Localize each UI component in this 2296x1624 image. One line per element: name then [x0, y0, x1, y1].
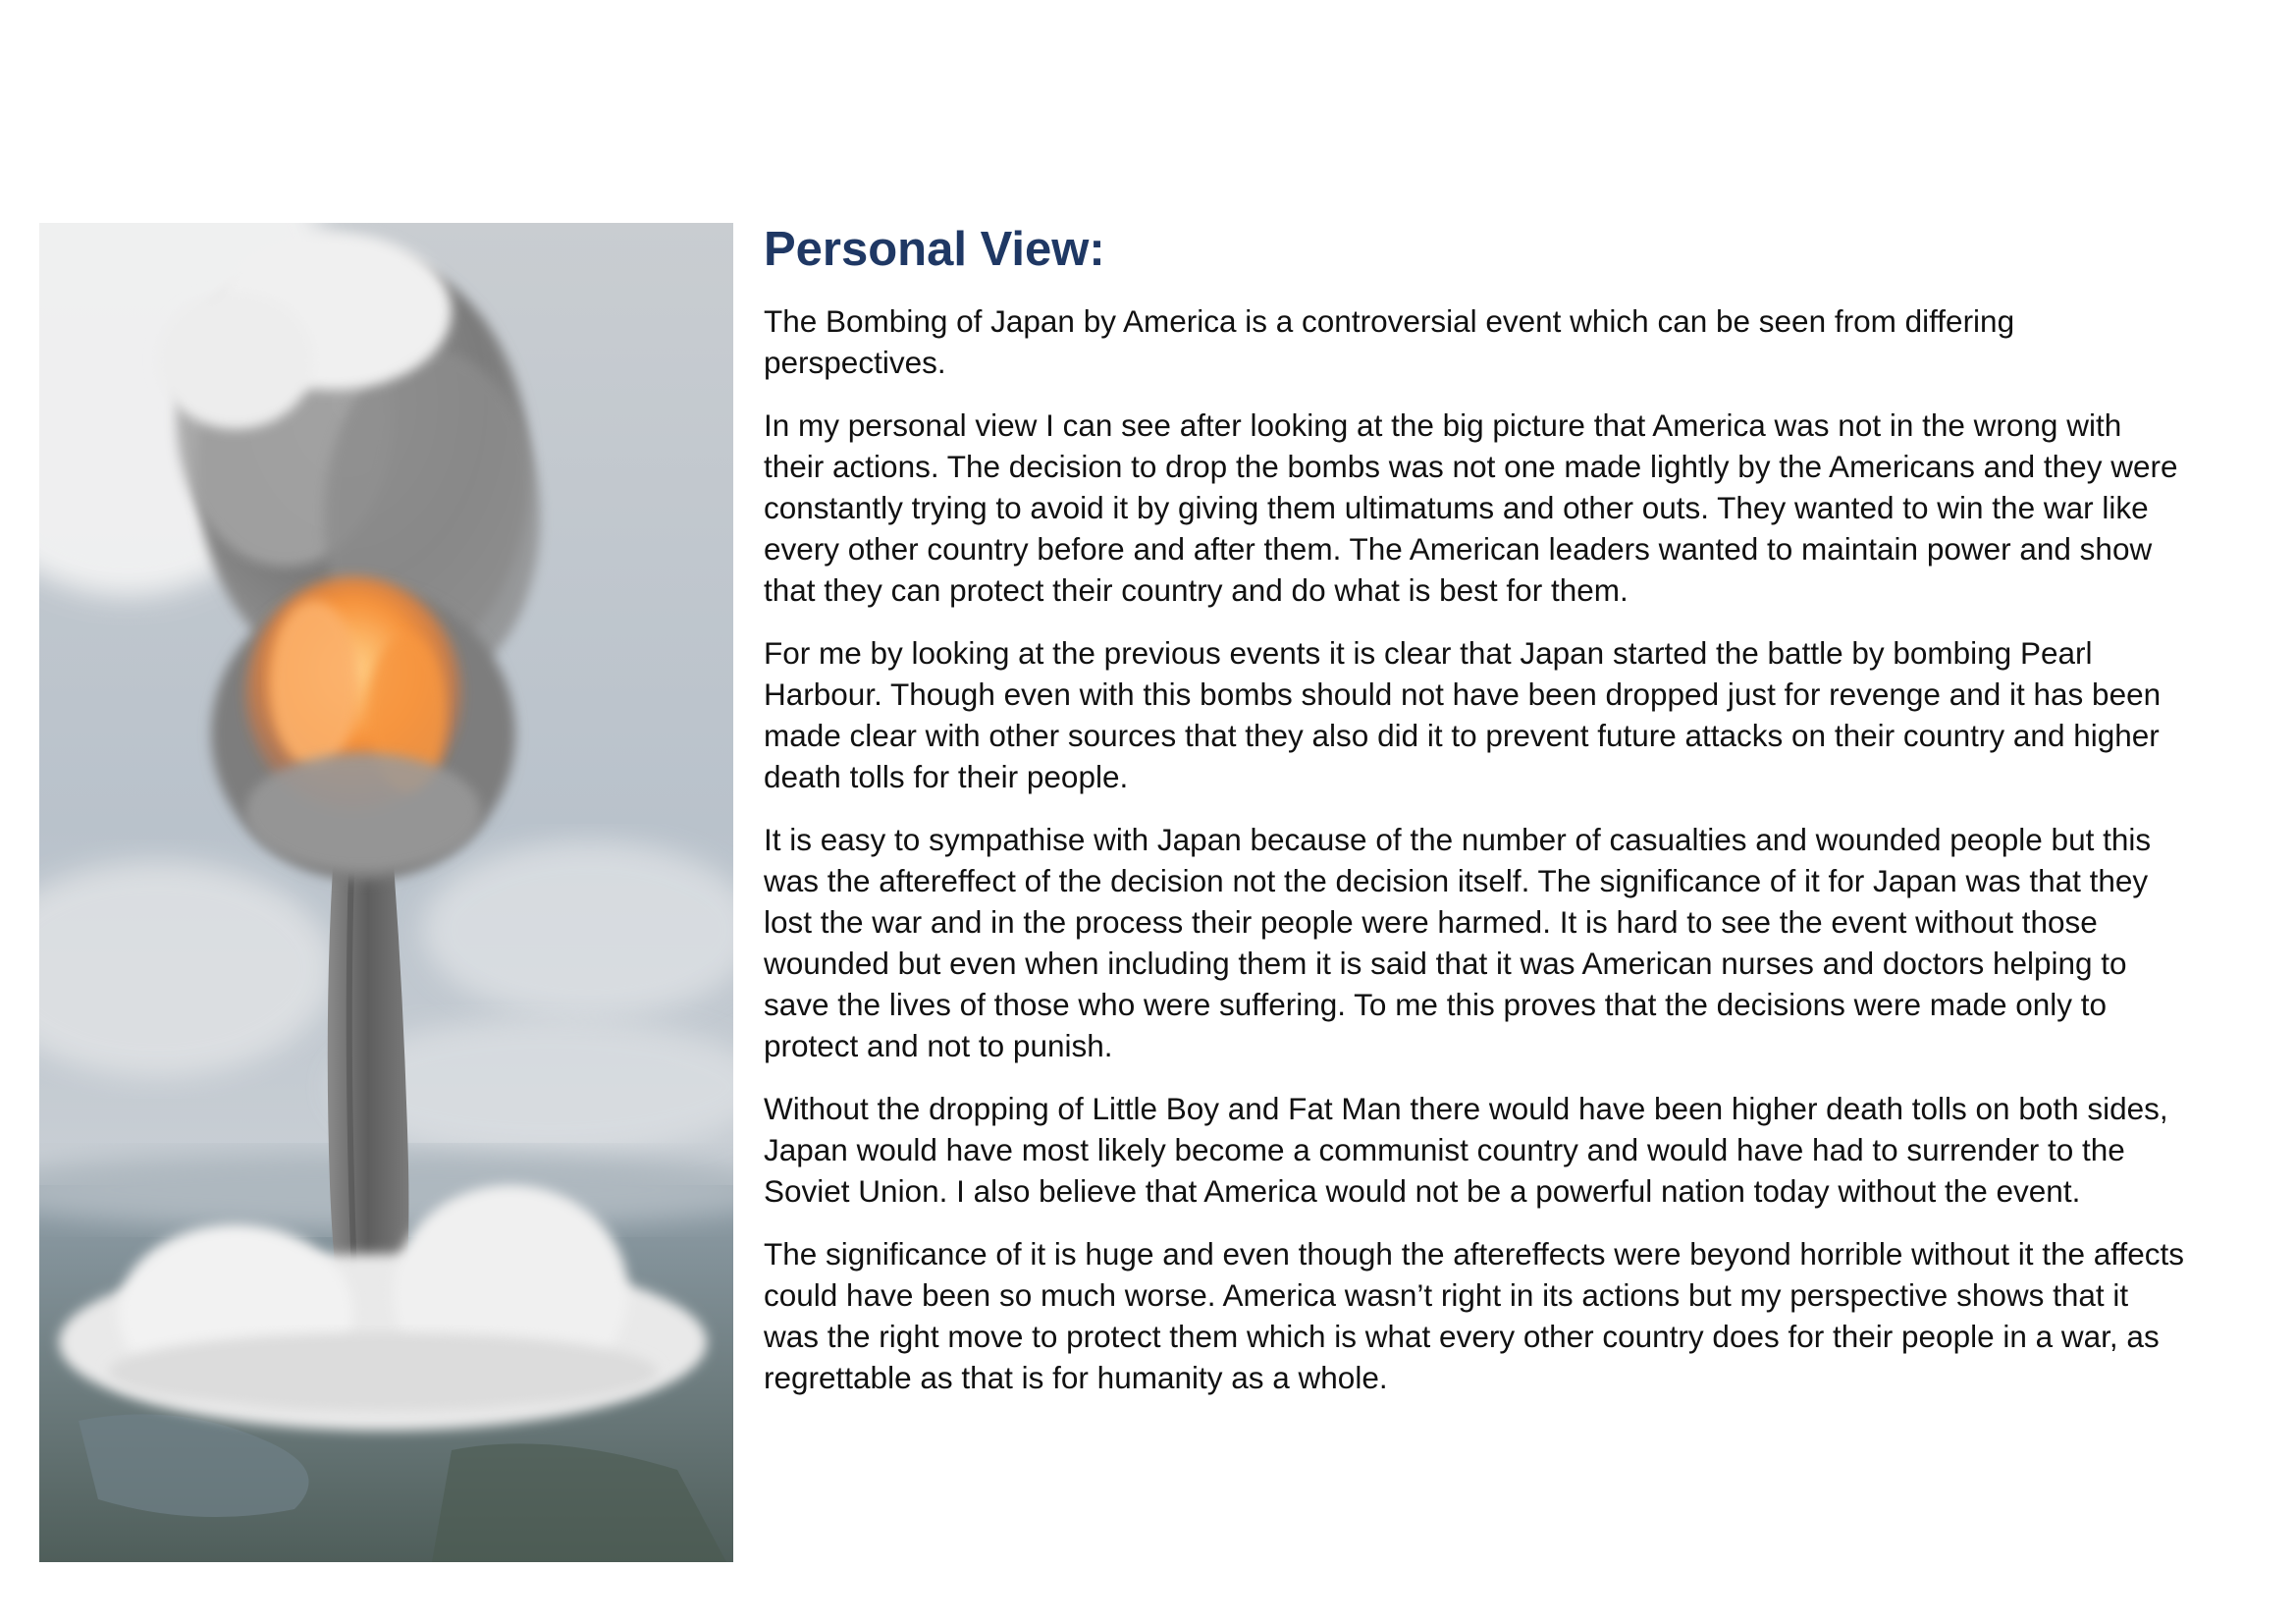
paragraph-sympathy: It is easy to sympathise with Japan because of the number of casualties and wounded people but this was the aftereffect of the decision not the decision itself. The significance of it for Japan was that they lost the war and in the process their people were harmed. It is hard to see the event without those wounded but even when including them it is said that it was American nurses and doctors helping to save the lives of those who were suffering. To me this proves that the decisions were made only to protect and not to punish.	[764, 822, 2152, 1063]
text-column	[764, 218, 2187, 1420]
paragraph-conclusion: The significance of it is huge and even though the aftereffects were beyond horrible without it the affects could have been so much worse. America wasn’t right in its actions but my perspective shows that it was the right move to protect them which is what every other country does for their people in a war, as regrettable as that is for humanity as a whole.	[764, 1236, 2184, 1395]
paragraph-personal-view: In my personal view I can see after looking at the big picture that America was not in the wrong with their actions. The decision to drop the bombs was not one made lightly by the Americans and they were constantly trying to avoid it by giving them ultimatums and other outs. They wanted to win the war like every other country before and after them. The American leaders wanted to maintain power and show that they can protect their country and do what is best for them.	[764, 407, 2178, 608]
paragraph-alternative: Without the dropping of Little Boy and Fat Man there would have been higher death tolls on both sides, Japan would have most likely become a communist country and would have had to surrender to the Soviet Union. I also believe that America would not be a powerful nation today without the event.	[764, 1091, 2168, 1209]
page-title: Personal View:	[764, 223, 1105, 276]
paragraph-pearl-harbour: For me by looking at the previous events it is clear that Japan started the battle by bombing Pearl Harbour. Though even with this bombs should not have been dropped just for revenge and it has been made clear with other sources that they also did it to prevent future attacks on their country and higher death tolls for their people.	[764, 635, 2162, 794]
paragraph-intro: The Bombing of Japan by America is a controversial event which can be seen from differing perspectives.	[764, 303, 2015, 380]
mushroom-cloud-image	[39, 223, 733, 1562]
